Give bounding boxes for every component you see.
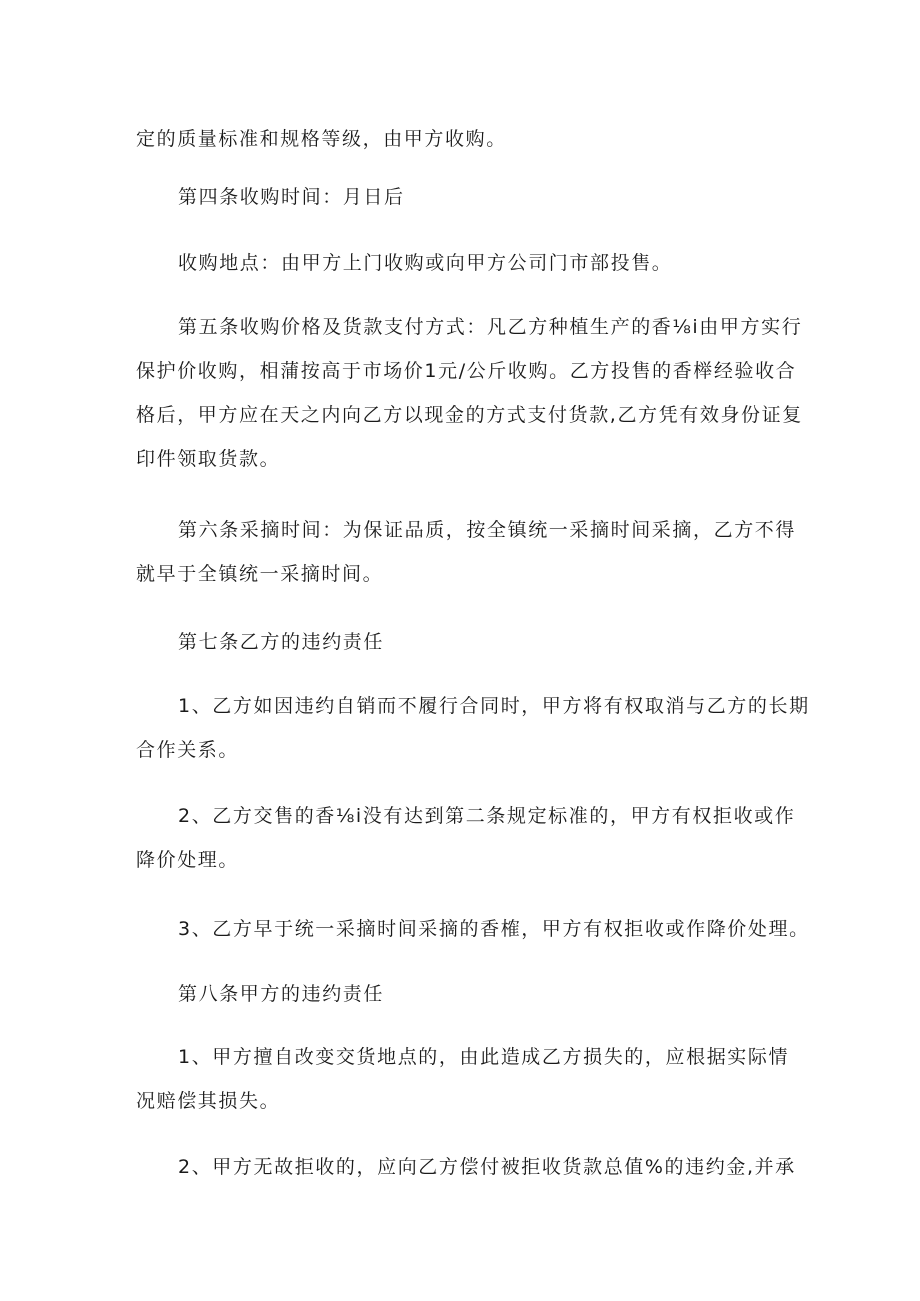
paragraph-article-7-item-2 — [136, 794, 796, 882]
paragraph-location — [136, 241, 786, 285]
text-line: 1、甲方擅自改变交货地点的，由此造成乙方损失的，应根据实际情 — [178, 1046, 790, 1068]
text-line: 3、乙方早于统一采摘时间采摘的香榷，甲方有权拒收或作降价处理。 — [178, 918, 810, 940]
text-line: 就早于全镇统一采摘时间。 — [136, 563, 384, 585]
text-line: 2、乙方交售的香⅛i没有达到第二条规定标准的，甲方有权拒收或作 — [178, 805, 796, 827]
paragraph-article-8 — [136, 972, 786, 1016]
text-line: 2、甲方无故拒收的，应向乙方偿付被拒收货款总值%的违约金,并承 — [178, 1156, 796, 1178]
text-line: 降价处理。 — [136, 849, 240, 871]
paragraph-article-6 — [136, 508, 797, 596]
paragraph-article-7-item-3 — [136, 907, 810, 951]
text-line: 第七条乙方的违约责任 — [178, 631, 385, 653]
text-line: 保护价收购，相蒲按高于市场价1元/公斤收购。乙方投售的香榉经验收合 — [136, 360, 797, 382]
text-line: 第八条甲方的违约责任 — [178, 983, 385, 1005]
text-line: 印件领取货款。 — [136, 448, 281, 470]
text-line: 合作关系。 — [136, 739, 240, 761]
paragraph-quality-standard — [136, 117, 786, 161]
text-line: 1、乙方如因违约自销而不履行合同时，甲方将有权取消与乙方的长期 — [178, 695, 810, 717]
paragraph-article-4 — [136, 175, 786, 219]
text-line: 第五条收购价格及货款支付方式：凡乙方种植生产的香⅛i由甲方实行 — [178, 316, 803, 338]
text-line: 定的质量标准和规格等级，由甲方收购。 — [136, 128, 507, 150]
text-line: 格后，甲方应在天之内向乙方以现金的方式支付货款,乙方凭有效身份证复 — [136, 404, 803, 426]
text-line: 第六条采摘时间：为保证品质，按全镇统一采摘时间采摘，乙方不得 — [178, 519, 797, 541]
paragraph-article-5 — [136, 305, 803, 481]
text-line: 收购地点：由甲方上门收购或向甲方公司门市部投售。 — [178, 252, 673, 274]
paragraph-article-8-item-2 — [136, 1145, 796, 1189]
paragraph-article-8-item-1 — [136, 1035, 790, 1123]
text-line: 第四条收购时间：月日后 — [178, 186, 405, 208]
paragraph-article-7-item-1 — [136, 684, 810, 772]
text-line: 况赔偿其损失。 — [136, 1090, 281, 1112]
paragraph-article-7 — [136, 620, 786, 664]
